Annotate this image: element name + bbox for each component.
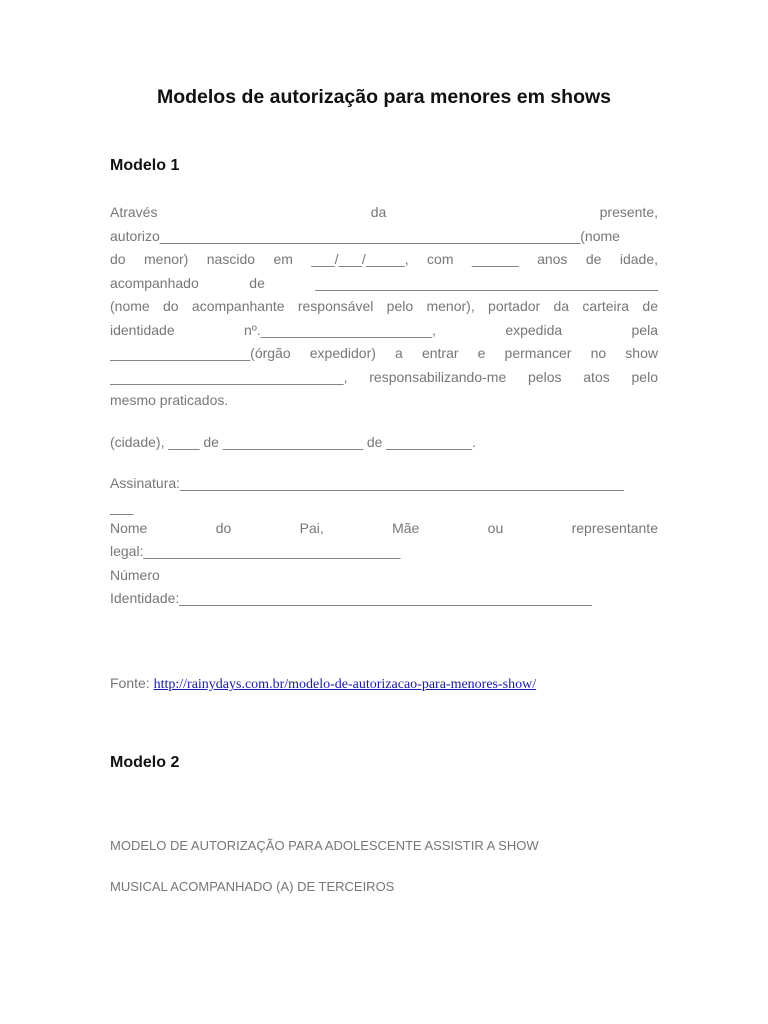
date-line <box>110 431 658 455</box>
signature-line: Assinatura:_________________________________________________________ <box>110 475 624 491</box>
paragraph-line: identidade nº.______________________, expedida pela <box>110 321 658 338</box>
paragraph-line: autorizo______________________________________________________(nome <box>110 227 620 244</box>
document-title: Modelos de autorização para menores em shows <box>156 86 612 108</box>
source-line <box>110 672 658 696</box>
modelo-1-heading: Modelo 1 <box>110 157 180 174</box>
signature-line-continuation: ___ <box>110 498 134 515</box>
paragraph-line: __________________(órgão expedidor) a entrar e permancer no show <box>110 345 658 361</box>
parent-name-line: Nome do Pai, Mãe ou representante <box>110 519 658 536</box>
signature-block <box>110 472 658 611</box>
paragraph-line: do menor) nascido em ___/___/_____, com ______ anos de idade, <box>110 251 658 267</box>
source-link[interactable]: http://rainydays.com.br/modelo-de-autorizacao-para-menores-show/ <box>153 677 537 692</box>
date-line-text: (cidade), ____ de __________________ de ___________. <box>110 434 476 450</box>
source-label: Fonte: <box>110 675 154 691</box>
paragraph-line: acompanhado de ____________________________________________ <box>110 274 658 291</box>
parent-name-line-continuation: legal:_________________________________ <box>110 543 401 559</box>
identidade-line: Identidade:_____________________________________________________ <box>110 590 592 606</box>
paragraph-line: Através da presente, <box>110 204 658 220</box>
modelo-2-title-line-2: MUSICAL ACOMPANHADO (A) DE TERCEIROS <box>110 879 395 894</box>
modelo-1-paragraph <box>110 201 658 413</box>
paragraph-line: (nome do acompanhante responsável pelo menor), portador da carteira de <box>110 298 658 314</box>
paragraph-line: mesmo praticados. <box>110 392 229 408</box>
paragraph-line: ______________________________, responsabilizando-me pelos atos pelo <box>110 368 658 385</box>
modelo-2-title-line-1: MODELO DE AUTORIZAÇÃO PARA ADOLESCENTE ASSISTIR A SHOW <box>110 838 539 853</box>
source-line-text <box>110 672 658 696</box>
modelo-2-heading: Modelo 2 <box>110 754 180 771</box>
numero-label: Número <box>110 566 160 583</box>
